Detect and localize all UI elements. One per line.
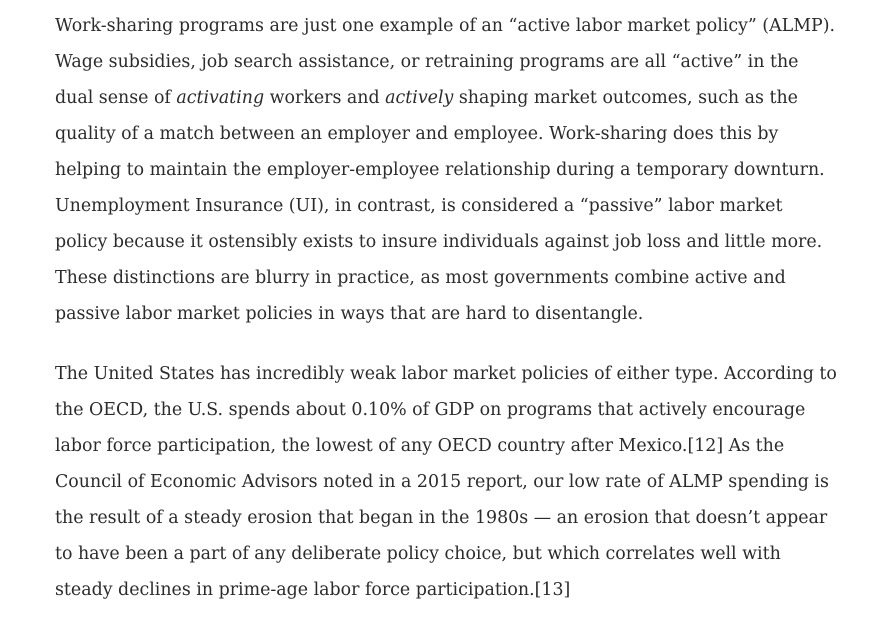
paragraph-text: As the Council of Economic Advisors noted in a 2015 report, our low rate of ALMP spending is the result of a steady erosion that began in the 1980s — an erosion that doesn’t appear to have been a part of any deliberate policy choice, but which correlates well with steady declines in prime-age labor force participation. <box>55 436 829 600</box>
italic-actively: actively <box>385 88 454 108</box>
paragraph-text: workers and <box>264 88 386 108</box>
paragraph-text: Work-sharing programs are just one example of an “active labor market policy” (ALMP). Wage subsidies, job search assistance, or retraining programs are all “active” in the dual sense of <box>55 16 836 108</box>
italic-activating: activating <box>176 88 265 108</box>
paragraph-us-labor-policy <box>55 356 839 608</box>
footnote-link-12[interactable]: [12] <box>687 436 724 456</box>
footnote-link-13[interactable]: [13] <box>534 580 571 600</box>
paragraph-text: The United States has incredibly weak labor market policies of either type. According to the OECD, the U.S. spends about 0.10% of GDP on programs that actively encourage labor force participation, the lowest of any OECD country after Mexico. <box>55 364 837 456</box>
paragraph-active-labor-policy <box>55 8 839 332</box>
paragraph-text: shaping market outcomes, such as the quality of a match between an employer and employee. Work-sharing does this by helping to maintain the employer-employee relationship during a temporary downturn. Unemployment Insurance (UI), in contrast, is considered a “passive” labor market policy because it ostensibly exists to insure individuals against job loss and little more. These distinctions are blurry in practice, as most governments combine active and passive labor market policies in ways that are hard to disentangle. <box>55 88 825 324</box>
